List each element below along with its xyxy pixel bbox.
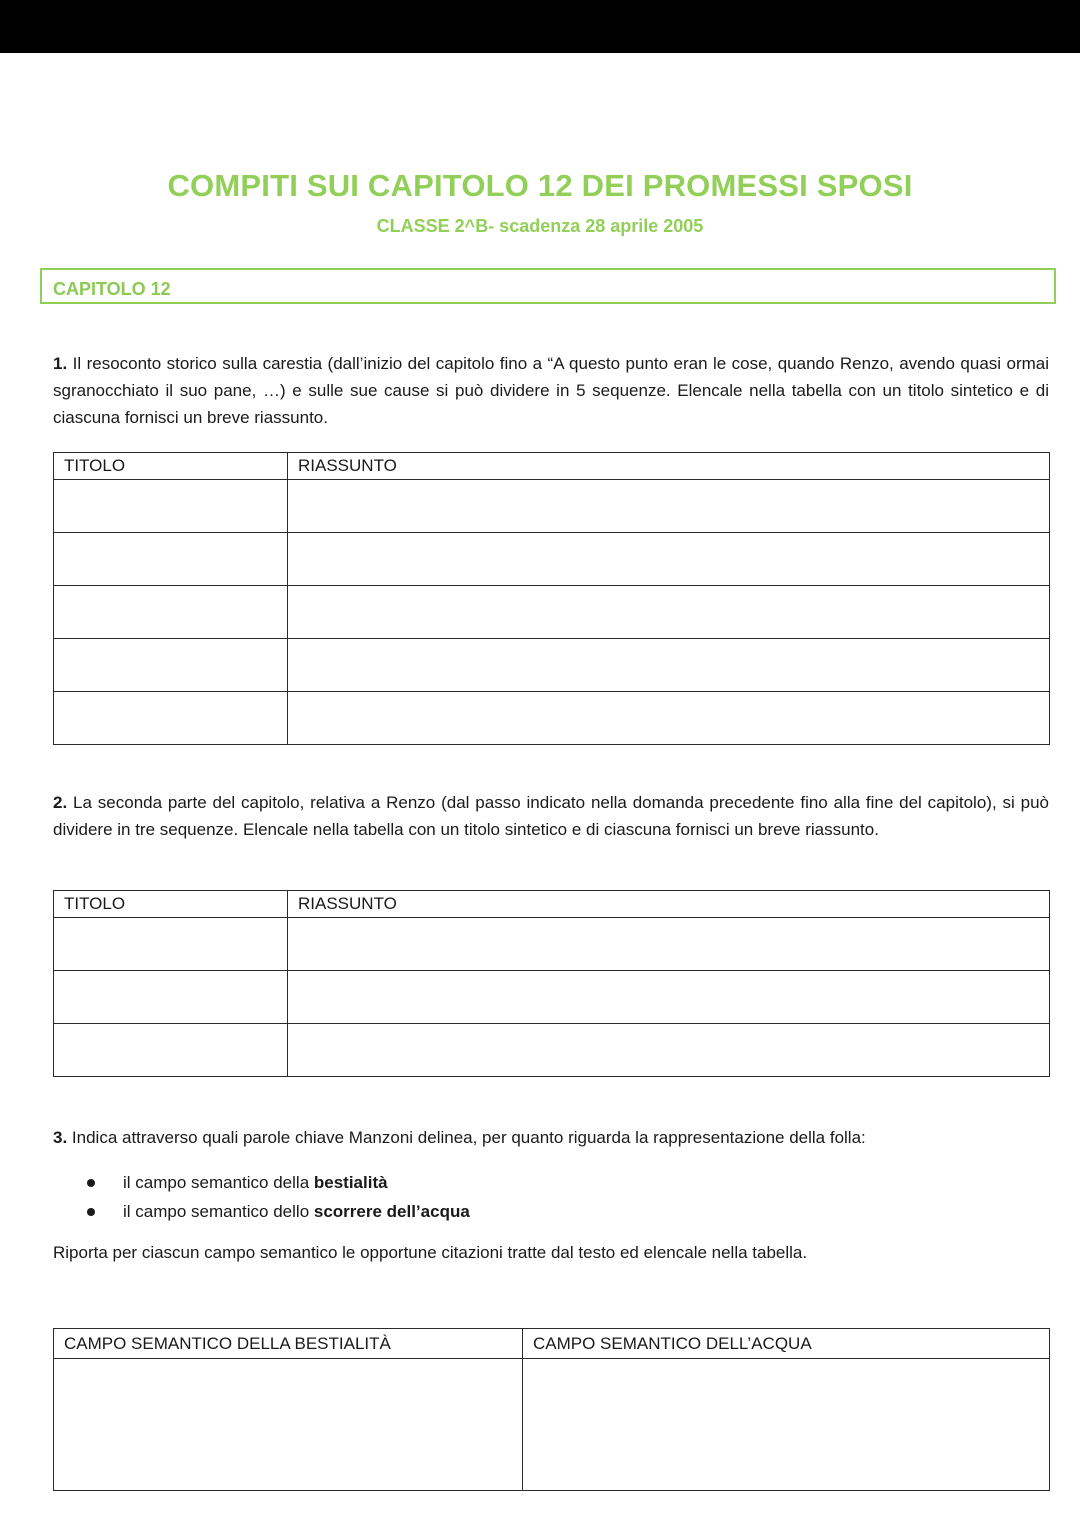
bullet-bold-text: bestialità — [313, 1173, 388, 1192]
question-3-number: 3. — [53, 1128, 68, 1147]
bullet-bold-text: scorrere dell’acqua — [313, 1202, 470, 1221]
table-row — [54, 533, 1050, 586]
table-3 — [53, 1328, 1050, 1491]
table-cell[interactable] — [288, 692, 1050, 745]
table-row — [54, 1359, 1050, 1491]
list-item — [85, 1197, 985, 1226]
table-row — [54, 918, 1050, 971]
table-cell[interactable] — [54, 1024, 288, 1077]
table-cell[interactable] — [288, 1024, 1050, 1077]
question-1 — [53, 350, 1049, 431]
table-cell[interactable] — [54, 639, 288, 692]
table-cell[interactable] — [54, 1359, 523, 1491]
question-2-text: La seconda parte del capitolo, relativa a Renzo (dal passo indicato nella domanda precedente fino alla fine del capitolo), si può dividere in tre sequenze. Elencale nella tabella con un titolo sintetico e di ciascuna fornisci un breve riassunto. — [53, 793, 1049, 839]
chapter-heading: CAPITOLO 12 — [40, 268, 1056, 304]
list-item — [85, 1168, 985, 1197]
table-row — [54, 692, 1050, 745]
page-subtitle: CLASSE 2^B- scadenza 28 aprile 2005 — [376, 216, 704, 236]
question-3-text: Indica attraverso quali parole chiave Manzoni delinea, per quanto riguarda la rappresentazione della folla: — [71, 1128, 866, 1147]
table-row — [54, 639, 1050, 692]
table-header-row — [54, 453, 1050, 480]
semantic-fields-list — [85, 1168, 985, 1226]
table-cell[interactable] — [54, 918, 288, 971]
bullet-icon — [87, 1208, 95, 1216]
table-cell[interactable] — [288, 533, 1050, 586]
table-row — [54, 971, 1050, 1024]
table-cell[interactable] — [54, 480, 288, 533]
bullet-icon — [87, 1179, 95, 1187]
table-2 — [53, 890, 1050, 1077]
table-cell[interactable] — [288, 480, 1050, 533]
table-1-header-riassunto: RIASSUNTO — [288, 453, 1050, 480]
question-3 — [53, 1124, 1049, 1151]
page-title: COMPITI SUI CAPITOLO 12 DEI PROMESSI SPOSI — [167, 168, 913, 203]
table-3-header-bestialita: CAMPO SEMANTICO DELLA BESTIALITÀ — [54, 1329, 523, 1359]
table-1 — [53, 452, 1050, 745]
table-cell[interactable] — [288, 639, 1050, 692]
question-2-number: 2. — [53, 793, 68, 812]
table-cell[interactable] — [288, 971, 1050, 1024]
table-cell[interactable] — [54, 971, 288, 1024]
table-2-header-titolo: TITOLO — [54, 891, 288, 918]
table-cell[interactable] — [288, 918, 1050, 971]
table-cell[interactable] — [54, 692, 288, 745]
table-cell[interactable] — [523, 1359, 1050, 1491]
top-black-bar — [0, 0, 1080, 53]
table-header-row — [54, 891, 1050, 918]
table-row — [54, 480, 1050, 533]
table-1-header-titolo: TITOLO — [54, 453, 288, 480]
table-row — [54, 1024, 1050, 1077]
table-cell[interactable] — [288, 586, 1050, 639]
question-1-number: 1. — [53, 354, 68, 373]
table-2-header-riassunto: RIASSUNTO — [288, 891, 1050, 918]
table-cell[interactable] — [54, 533, 288, 586]
question-3-instruction: Riporta per ciascun campo semantico le opportune citazioni tratte dal testo ed elencale nella tabella. — [53, 1243, 808, 1262]
table-row — [54, 586, 1050, 639]
table-cell[interactable] — [54, 586, 288, 639]
question-2 — [53, 789, 1049, 843]
question-1-text: Il resoconto storico sulla carestia (dall’inizio del capitolo fino a “A questo punto eran le cose, quando Renzo, avendo quasi ormai sgranocchiato il suo pane, …) e sulle sue cause si può dividere in 5 sequenze. Elencale nella tabella con un titolo sintetico e di ciascuna fornisci un breve riassunto. — [53, 354, 1049, 427]
bullet-text: il campo semantico dello — [123, 1202, 314, 1221]
table-header-row — [54, 1329, 1050, 1359]
bullet-text: il campo semantico della — [123, 1173, 314, 1192]
table-3-header-acqua: CAMPO SEMANTICO DELL’ACQUA — [523, 1329, 1050, 1359]
